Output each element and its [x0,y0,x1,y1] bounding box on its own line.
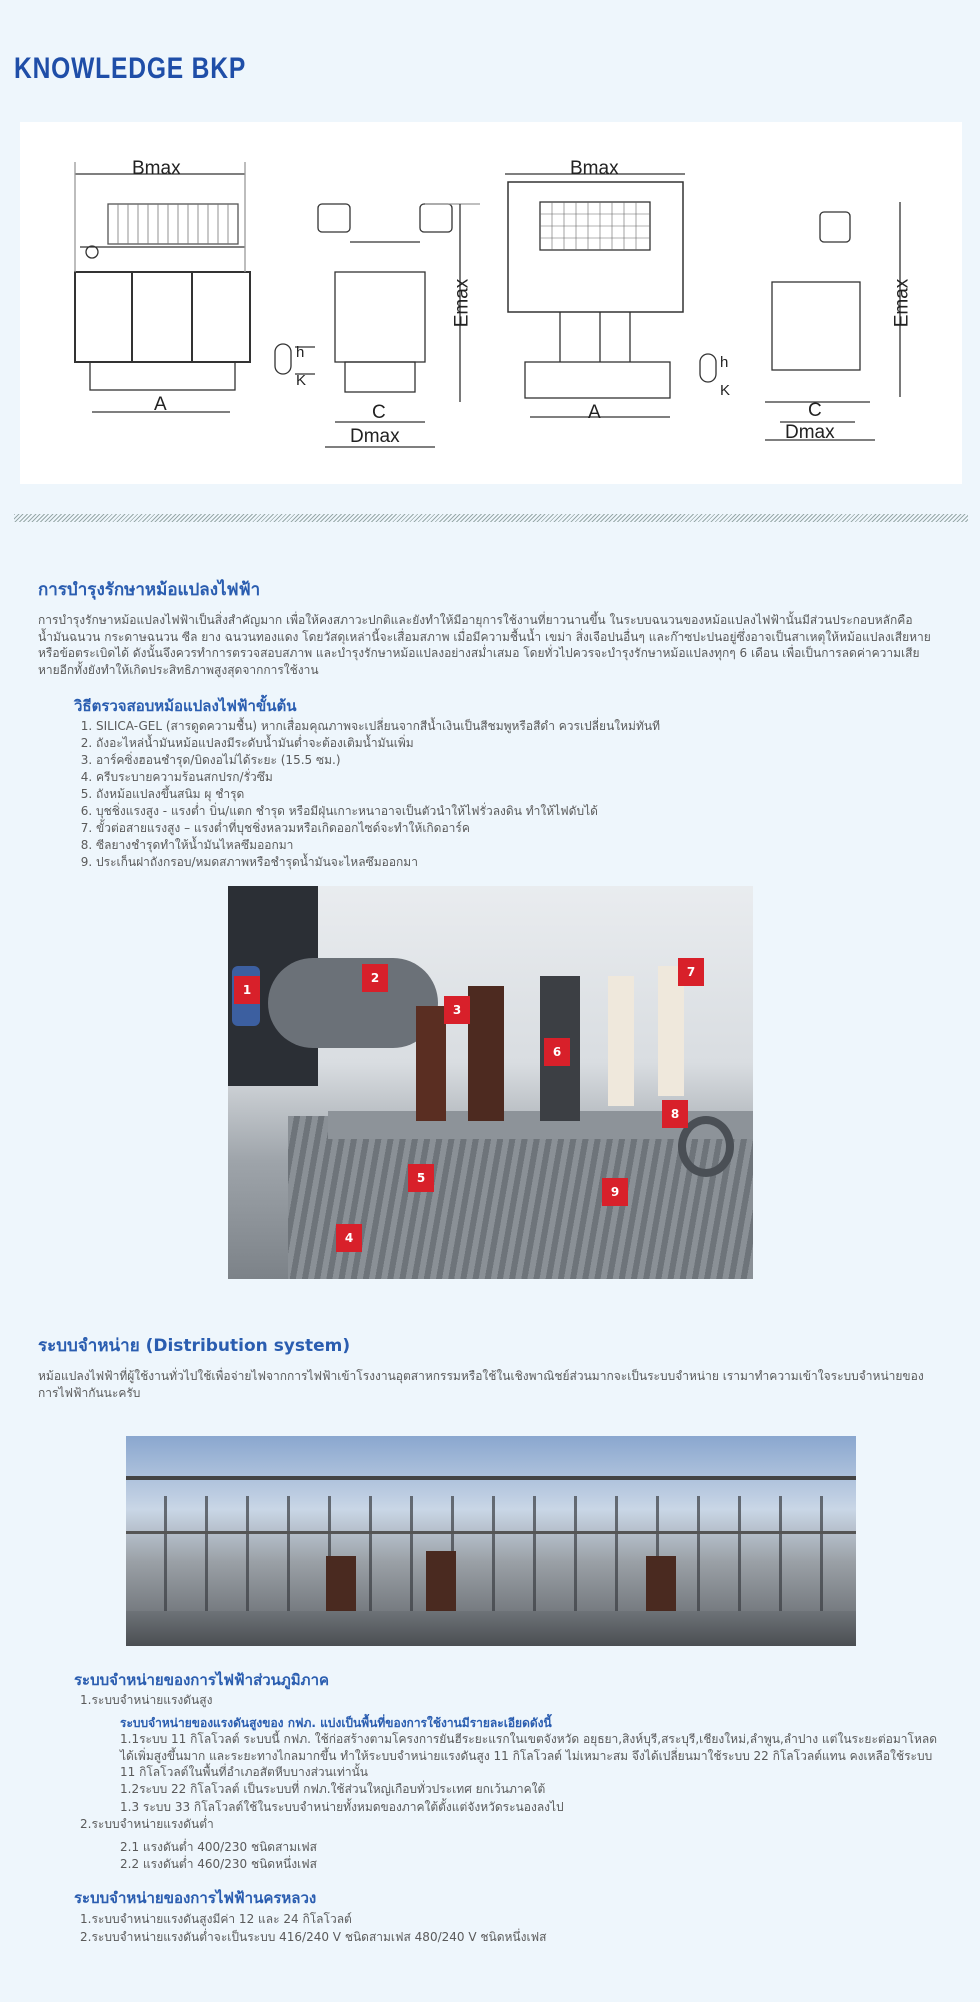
diagram-label-dmax-right: Dmax [785,422,835,443]
diagram-label-bmax-right: Bmax [570,158,619,179]
diagram-label-bmax-left: Bmax [132,158,181,179]
check-item: 2. ถังอะไหล่น้ำมันหม้อแปลงมีระดับน้ำมันต่ำจะต้องเติมน้ำมันเพิ่ม [96,735,956,752]
pea-hv-3: 1.3 ระบบ 33 กิโลโวลต์ใช้ในระบบจำหน่ายทั้งหมดของภาคใต้ตั้งแต่จังหวัดระนองลงไป [120,1800,564,1814]
check-item: 6. บุชชิ่งแรงสูง - แรงต่ำ บิ่น/แตก ชำรุด หรือมีฝุ่นเกาะหนาอาจเป็นตัวนำให้ไฟรั่วลงดิน ทำให้ไฟดับได้ [96,803,956,820]
diagram-label-h-right: h [720,354,729,371]
maintenance-intro: การบำรุงรักษาหม้อแปลงไฟฟ้าเป็นสิ่งสำคัญมาก เพื่อให้คงสภาวะปกติและยังทำให้มีอายุการใช้งานที่ยาวนานขึ้น ในระบบฉนวนของหม้อแปลงไฟฟ้านั้นมีส่วนประกอบหลักคือ น้ำมันฉนวน กระดาษฉนวน ซีล ยาง ฉนวนทองแดง โดยวัสดุเหล่านี้จะเสื่อมสภาพ เมื่อมีความชื้นน้ำ เขม่า สิ่งเจือปนอื่นๆ และก๊าซปะปนอยู่ซึ่งอาจเป็นสาเหตุให้หม้อแปลงเสียหายหรือข้อตระเบิดได้ ดังนั้นจึงควรทำการตรวจสอบสภาพ และบำรุงรักษาหม้อแปลงอย่างสม่ำเสมอ โดยทั่วไปควรจะบำรุงรักษาหม้อแปลงทุกๆ 6 เดือน เพื่อเป็นการลดค่าความเสียหายอีกทั้งยังทำให้เกิดประสิทธิภาพสูงสุดจากการใช้งาน [38,613,931,677]
distribution-title: ระบบจำหน่าย (Distribution system) [38,1336,351,1356]
pea-title: ระบบจำหน่ายของการไฟฟ้าส่วนภูมิภาค [74,1671,330,1689]
site-brand[interactable]: KNOWLEDGE BKP [14,52,247,85]
diagram-label-c-left: C [372,402,386,423]
distribution-intro: หม้อแปลงไฟฟ้าที่ผู้ใช้งานทั่วไปใช้เพื่อจ่ายไฟจากการไฟฟ้าเข้าโรงงานอุตสาหกรรมหรือใช้ในเชิงพาณิชย์ส่วนมากจะเป็นระบบจำหน่าย เรามาทำความเข้าใจระบบจำหน่ายของการไฟฟ้ากันนะครับ [38,1369,924,1400]
check-item: 3. อาร์คซิ่งฮอนชำรุด/บิดงอไม่ได้ระยะ (15.5 ซม.) [96,752,956,769]
transformer-dimension-diagram [20,122,962,484]
pea-lv: 2.ระบบจำหน่ายแรงดันต่ำ [80,1817,214,1831]
mea-title: ระบบจำหน่ายของการไฟฟ้านครหลวง [74,1889,317,1907]
diagram-label-emax-left: Emax [451,278,473,328]
diagram-label-a-left: A [154,394,167,415]
mea-item-1: 1.ระบบจำหน่ายแรงดันสูงมีค่า 12 และ 24 กิโลโวลต์ [80,1912,352,1926]
maintenance-title: การบำรุงรักษาหม้อแปลงไฟฟ้า [38,580,261,600]
diagram-label-a-right: A [588,402,601,423]
check-item: 1. SILICA-GEL (สารดูดความชื้น) หากเสื่อมคุณภาพจะเปลี่ยนจากสีน้ำเงินเป็นสีชมพูหรือสีดำ ควรเปลี่ยนใหม่ทันที [96,718,956,735]
photo-tag: 9 [602,1178,628,1206]
check-item: 7. ขั้วต่อสายแรงสูง – แรงต่ำที่บุชชิ่งหลวมหรือเกิดออกไซด์จะทำให้เกิดอาร์ค [96,820,956,837]
photo-tag: 6 [544,1038,570,1066]
diagram-label-k-right: K [720,382,731,399]
photo-tag: 5 [408,1164,434,1192]
check-list [74,718,956,871]
substation-photo [126,1436,856,1646]
check-item: 9. ประเก็นฝาถังกรอบ/หมดสภาพหรือชำรุดน้ำมันจะไหลซึมออกมา [96,854,956,871]
pea-lv-1: 2.1 แรงดันต่ำ 400/230 ชนิดสามเฟส [120,1840,317,1854]
pea-hv-head: ระบบจำหน่ายของแรงดันสูงของ กฟภ. แบ่งเป็นพื้นที่ของการใช้งานมีรายละเอียดดังนี้ [120,1716,552,1730]
diagram-label-dmax-left: Dmax [350,426,400,447]
diagram-label-k-left: K [296,372,307,389]
check-item: 8. ซีลยางชำรุดทำให้น้ำมันไหลซึมออกมา [96,837,956,854]
pea-hv: 1.ระบบจำหน่ายแรงดันสูง [80,1693,213,1707]
check-title: วิธีตรวจสอบหม้อแปลงไฟฟ้าขั้นต้น [74,697,297,715]
photo-tag: 8 [662,1100,688,1128]
pea-hv-2: 1.2ระบบ 22 กิโลโวลต์ เป็นระบบที่ กฟภ.ใช้ส่วนใหญ่เกือบทั่วประเทศ ยกเว้นภาคใต้ [120,1782,546,1796]
photo-tag: 2 [362,964,388,992]
pea-lv-2: 2.2 แรงดันต่ำ 460/230 ชนิดหนึ่งเฟส [120,1857,317,1871]
photo-tag: 3 [444,996,470,1024]
transformer-photo [228,886,753,1279]
photo-tag: 4 [336,1224,362,1252]
check-item: 4. ครีบระบายความร้อนสกปรก/รั่วซึม [96,769,956,786]
section-divider [14,514,968,522]
diagram-label-c-right: C [808,400,822,421]
diagram-label-emax-right: Emax [891,278,913,328]
mea-item-2: 2.ระบบจำหน่ายแรงดันต่ำจะเป็นระบบ 416/240 V ชนิดสามเฟส 480/240 V ชนิดหนึ่งเฟส [80,1930,547,1944]
diagram-label-h-left: h [296,344,305,361]
check-item: 5. ถังหม้อแปลงขึ้นสนิม ผุ ชำรุด [96,786,956,803]
photo-tag: 1 [234,976,260,1004]
photo-tag: 7 [678,958,704,986]
pea-hv-1: 1.1ระบบ 11 กิโลโวลต์ ระบบนี้ กฟภ. ใช้ก่อสร้างตามโครงการยันฮีระยะแรกในเขตจังหวัด อยุธยา,สิงห์บุรี,สระบุรี,เชียงใหม่,ลำพูน,ลำปาง แต่ในระยะต่อมาโหลดได้เพิ่มสูงขึ้นมาก และระยะทางไกลมากขึ้น ทำให้ระบบจำหน่ายแรงดันสูง 11 กิโลโวลต์ ไม่เหมาะสม จึงได้เปลี่ยนมาใช้ระบบ 22 กิโลโวลต์แทน คงเหลือใช้ระบบ 11 กิโลโวลต์ในพื้นที่อำเภอสัตหีบบางส่วนเท่านั้น [120,1732,938,1779]
